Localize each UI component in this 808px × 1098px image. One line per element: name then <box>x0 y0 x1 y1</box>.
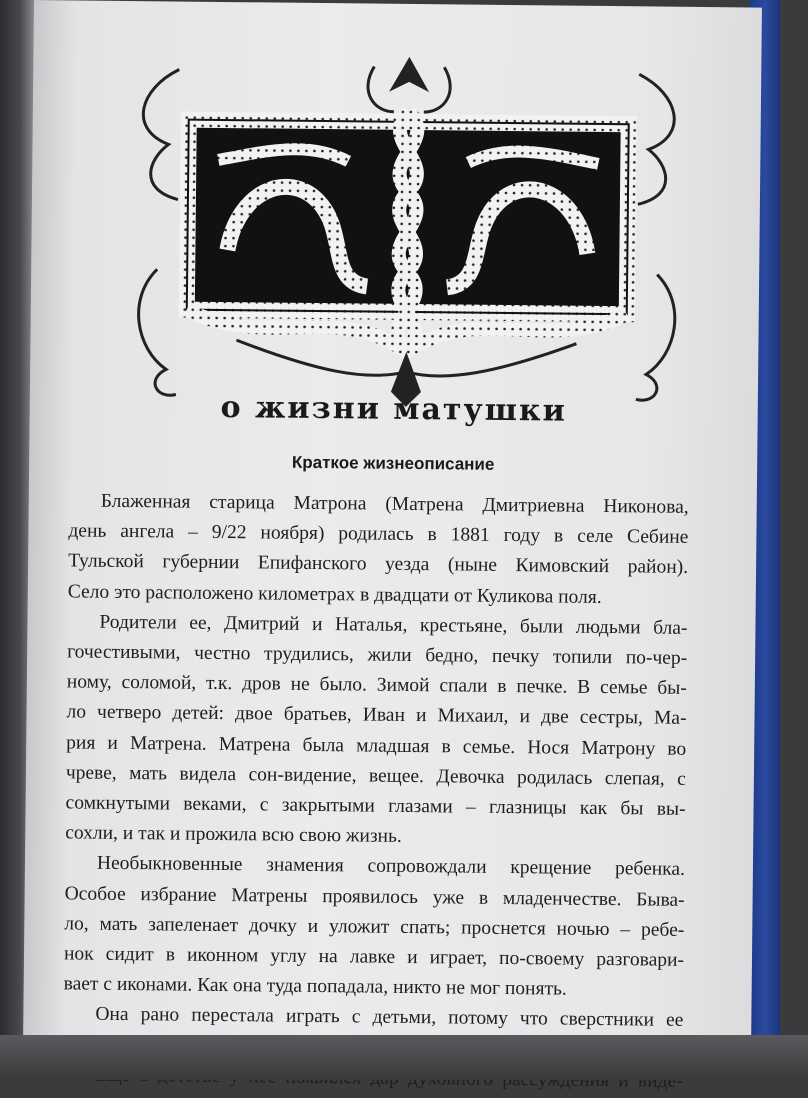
text-line: вает с иконами. Как она туда попадала, никто не мог понять. <box>63 973 567 1000</box>
text-line: ному, соломой, т.к. дров не было. Зимой спали в печке. В семье бы- <box>66 671 687 700</box>
text-line: гочестивыми, честно трудились, жили бедно, печку топили по-чер- <box>67 641 688 669</box>
text-line: Тульской губернии Епифанского уезда (ныне Кимовский район). <box>68 550 689 579</box>
text-line: Она рано перестала играть с детьми, потому что сверстники ее <box>95 1004 684 1032</box>
text-line: Особое избрание Матрены проявилось уже в младенчестве. Быва- <box>64 883 685 911</box>
text-line: Необыкновенные знамения сопровождали крещение ребенка. <box>96 853 686 881</box>
section-subtitle: Краткое жизнеописание <box>291 452 495 474</box>
background-bottom <box>0 1035 808 1080</box>
text-line: ло четверо детей: двое братьев, Иван и Михаил, и две сестры, Ма- <box>66 701 687 730</box>
chapter-title: о жизни матушки <box>220 389 568 429</box>
text-line: сохли, и так и прожила всю свою жизнь. <box>65 822 402 848</box>
text-line: чреве, мать видела сон-видение, вещее. Девочка родилась слепая, с <box>65 762 686 790</box>
text-line: Родители ее, Дмитрий и Наталья, крестьяне, были людьми бла- <box>99 611 688 639</box>
text-line: Село это расположено километрах в двадцати от Куликова поля. <box>67 580 602 608</box>
book-page <box>23 0 762 1043</box>
body-text <box>63 486 689 1097</box>
text-line: нок сидит в иконном углу на лавке и играет, по-своему разговари- <box>63 943 685 971</box>
text-line: ло, мать запеленает дочку и уложит спать; проснется ночью – ребе- <box>64 913 685 941</box>
text-line: рия и Матрена. Матрена была младшая в семье. Нося Матрону во <box>66 732 687 760</box>
text-line: Блаженная старица Матрона (Матрена Дмитриевна Никонова, <box>100 490 689 518</box>
running-head-ghost <box>164 41 684 46</box>
ornamental-initial-frame <box>116 49 700 415</box>
text-line: сомкнутыми веками, с закрытыми глазами – глазницы как бы вы- <box>65 792 686 820</box>
text-line: день ангела – 9/22 ноября) родилась в 1881 году в селе Себине <box>68 520 689 549</box>
